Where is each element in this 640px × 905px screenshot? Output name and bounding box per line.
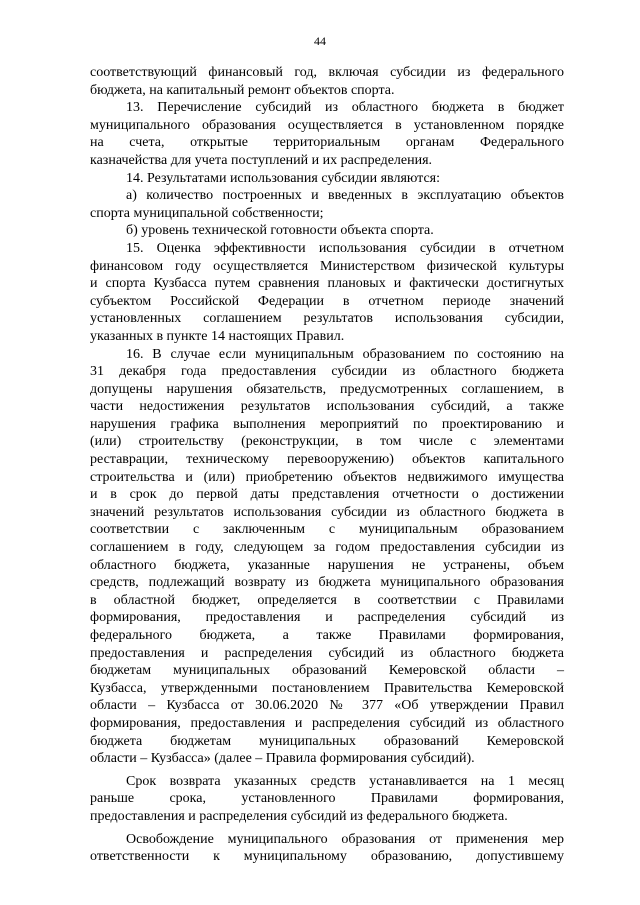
- text-line: предоставления и распределения субсидий из федерального бюджета.: [90, 808, 508, 824]
- text-line: установленных соглашением результатов использования субсидии,: [90, 311, 564, 327]
- page-number: 44: [314, 34, 326, 48]
- text-line: (или) строительству (реконструкции, в том числе с элементами: [90, 434, 564, 450]
- text-line: Освобождение муниципального образования от применения мер: [126, 831, 564, 847]
- paragraph: [90, 187, 564, 222]
- text-line: 31 декабря года предоставления субсидии из областного бюджета: [90, 364, 564, 380]
- paragraph: [90, 831, 564, 866]
- text-line: а) количество построенных и введенных в эксплуатацию объектов: [126, 188, 564, 204]
- paragraph: [90, 346, 564, 768]
- text-line: указанных в пункте 14 настоящих Правил.: [90, 328, 345, 344]
- text-line: формирования, предоставления и распределения субсидий из: [90, 610, 564, 626]
- text-line: Кузбасса, утвержденными постановлением Правительства Кемеровской: [90, 680, 564, 696]
- text-line: 13. Перечисление субсидий из областного бюджета в бюджет: [126, 100, 564, 116]
- text-line: финансовом году осуществляется Министерством физической культуры: [90, 258, 564, 274]
- text-line: бюджета бюджетам муниципальных образований Кемеровской: [90, 733, 564, 749]
- paragraph: [90, 222, 564, 240]
- text-line: б) уровень технической готовности объекта спорта.: [126, 223, 434, 239]
- text-line: соглашением в году, следующем за годом предоставления субсидии из: [90, 540, 564, 556]
- paragraph: [90, 99, 564, 169]
- text-line: ответственности к муниципальному образованию, допустившему: [90, 849, 564, 865]
- text-line: предоставления и распределения субсидий из областного бюджета: [90, 645, 564, 661]
- text-line: казначейства для учета поступлений и их распределения.: [90, 152, 433, 168]
- text-line: области – Кузбасса от 30.06.2020 № 377 «Об утверждении Правил: [90, 698, 564, 714]
- text-line: в областной бюджет, определяется в соответствии с Правилами: [90, 592, 564, 608]
- text-line: 14. Результатами использования субсидии являются:: [126, 170, 441, 186]
- text-line: нарушения графика выполнения мероприятий по проектированию и: [90, 416, 564, 432]
- text-line: на счета, открытые территориальным органам Федерального: [90, 135, 564, 151]
- paragraph: [90, 64, 564, 99]
- text-line: бюджетам муниципальных образований Кемеровской области –: [90, 663, 564, 679]
- text-line: федерального бюджета, а также Правилами формирования,: [90, 628, 564, 643]
- text-line: реставрации, техническому перевооружению) объектов капитального: [90, 452, 564, 468]
- document-body: [90, 64, 564, 866]
- paragraph: [90, 170, 564, 188]
- text-line: 15. Оценка эффективности использования субсидии в отчетном: [126, 240, 564, 256]
- text-line: части недостижения результатов использования субсидий, а также: [90, 399, 564, 415]
- text-line: допущены нарушения обязательств, предусмотренных соглашением, в: [90, 381, 564, 397]
- text-line: формирования, предоставления и распределения субсидий из областного: [90, 715, 564, 731]
- text-line: области – Кузбасса» (далее – Правила формирования субсидий).: [90, 751, 475, 767]
- text-line: соответствующий финансовый год, включая субсидии из федерального: [90, 65, 564, 80]
- text-line: субъектом Российской Федерации в отчетном периоде значений: [90, 293, 564, 309]
- text-line: областного бюджета, указанные нарушения не устранены, объем: [90, 557, 564, 573]
- paragraph: [90, 240, 564, 346]
- text-line: спорта муниципальной собственности;: [90, 205, 324, 221]
- text-line: 16. В случае если муниципальным образованием по состоянию на: [126, 346, 564, 362]
- text-line: муниципального образования осуществляется в установленном порядке: [90, 117, 564, 133]
- text-line: значений результатов использования субсидии из областного бюджета в: [90, 504, 564, 520]
- text-line: и спорта Кузбасса путем сравнения плановых и фактически достигнутых: [90, 276, 564, 292]
- text-line: бюджета, на капитальный ремонт объектов спорта.: [90, 82, 395, 98]
- text-line: строительства и (или) приобретению объектов недвижимого имущества: [90, 469, 564, 485]
- text-line: Срок возврата указанных средств устанавливается на 1 месяц: [126, 773, 564, 789]
- text-line: и в срок до первой даты представления отчетности о достижении: [90, 487, 564, 503]
- text-line: соответствии с заключенным с муниципальным образованием: [90, 522, 564, 538]
- text-line: раньше срока, установленного Правилами формирования,: [90, 791, 564, 807]
- text-line: средств, подлежащий возврату из бюджета муниципального образования: [90, 575, 564, 591]
- paragraph: [90, 773, 564, 826]
